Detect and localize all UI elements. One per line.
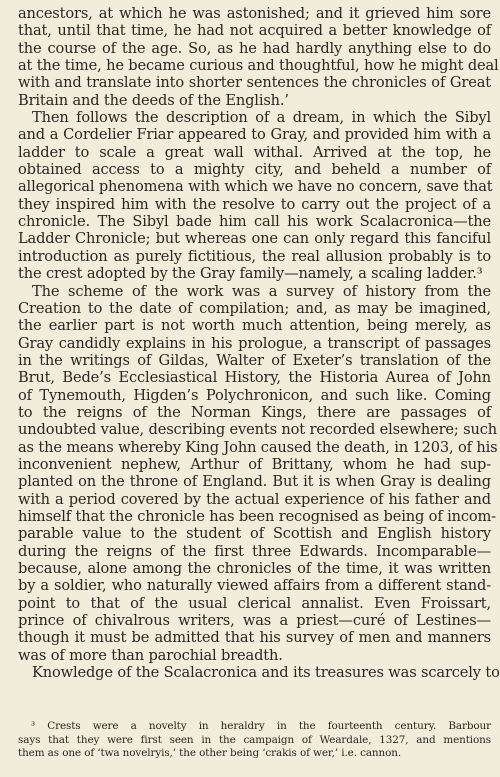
- text-line: point to that of the usual clerical annalist. Even Froissart,: [18, 594, 491, 612]
- footnote-line: ³ Crests were a novelty in heraldry in the fourteenth century. Barbour: [31, 720, 491, 732]
- text-line: Ladder Chronicle; but whereas one can only regard this fanciful: [18, 230, 491, 248]
- text-line: ancestors, at which he was astonished; and it grieved him sore: [18, 5, 491, 22]
- text-line: himself that the chronicle has been recognised as being of incom-: [18, 507, 496, 525]
- text-line: Gray candidly explains in his prologue, a transcript of passages: [18, 334, 491, 352]
- footnotes: [18, 720, 491, 761]
- text-line: with a period covered by the actual experience of his father and: [18, 490, 491, 508]
- text-line: of Tynemouth, Higden’s Polychronicon, and such like. Coming: [18, 386, 491, 404]
- text-line: The scheme of the work was a survey of history from the: [32, 282, 491, 300]
- text-line: they inspired him with the resolve to carry out the project of a: [18, 195, 491, 213]
- text-line: and a Cordelier Friar appeared to Gray, and provided him with a: [18, 126, 491, 144]
- text-line: chronicle. The Sibyl bade him call his work Scalacronica—the: [18, 213, 491, 231]
- text-line: that, until that time, he had not acquired a better knowledge of: [18, 22, 491, 40]
- text-line: undoubted value, describing events not recorded elsewhere; such: [18, 421, 497, 439]
- text-line: during the reigns of the first three Edwards. Incomparable—: [18, 542, 491, 560]
- text-line: Creation to the date of compilation; and, as may be imagined,: [18, 299, 491, 317]
- text-line: planted on the throne of England. But it is when Gray is dealing: [18, 473, 491, 491]
- body-text: [18, 5, 500, 682]
- text-line: Britain and the deeds of the English.’: [18, 91, 289, 109]
- text-line: with and translate into shorter sentences the chronicles of Great: [18, 74, 491, 92]
- footnote-line: them as one of ‘twa novelryis,’ the other being ‘crakis of wer,’ i.e. cannon.: [18, 747, 402, 760]
- text-line: Knowledge of the Scalacronica and its treasures was scarcely to: [32, 664, 500, 682]
- text-line: allegorical phenomena with which we have no concern, save that: [18, 178, 493, 196]
- text-line: by a soldier, who naturally viewed affairs from a different stand-: [18, 577, 491, 595]
- text-line: prince of chivalrous writers, was a priest—curé of Lestines—: [18, 612, 491, 630]
- text-line: the course of the age. So, as he had hardly anything else to do: [18, 39, 491, 57]
- text-line: obtained access to a mighty city, and beheld a number of: [18, 161, 491, 179]
- text-line: to the reigns of the Norman Kings, there are passages of: [18, 403, 491, 421]
- text-line: the crest adopted by the Gray family—namely, a scaling ladder.³: [18, 265, 483, 283]
- text-line: Brut, Bede’s Ecclesiastical History, the Historia Aurea of John: [18, 369, 491, 387]
- text-line: Then follows the description of a dream, in which the Sibyl: [32, 109, 491, 127]
- footnote-line: says that they were first seen in the campaign of Weardale, 1327, and mentions: [18, 733, 491, 746]
- text-line: parable value to the student of Scottish and English history: [18, 525, 491, 543]
- text-line: the earlier part is not worth much attention, being merely, as: [18, 317, 491, 335]
- text-line: ladder to scale a great wall withal. Arrived at the top, he: [18, 143, 491, 161]
- text-line: inconvenient nephew, Arthur of Brittany, whom he had sup-: [18, 455, 491, 473]
- text-line: though it must be admitted that his survey of men and manners: [18, 629, 491, 647]
- text-line: introduction as purely fictitious, the real allusion probably is to: [18, 247, 491, 265]
- text-line: as the means whereby King John caused the death, in 1203, of his: [18, 438, 498, 456]
- text-line: was of more than parochial breadth.: [18, 646, 283, 664]
- text-line: in the writings of Gildas, Walter of Exeter’s translation of the: [18, 351, 491, 369]
- text-line: because, alone among the chronicles of the time, it was written: [18, 560, 491, 577]
- text-line: at the time, he became curious and thoughtful, how he might deal: [18, 57, 499, 75]
